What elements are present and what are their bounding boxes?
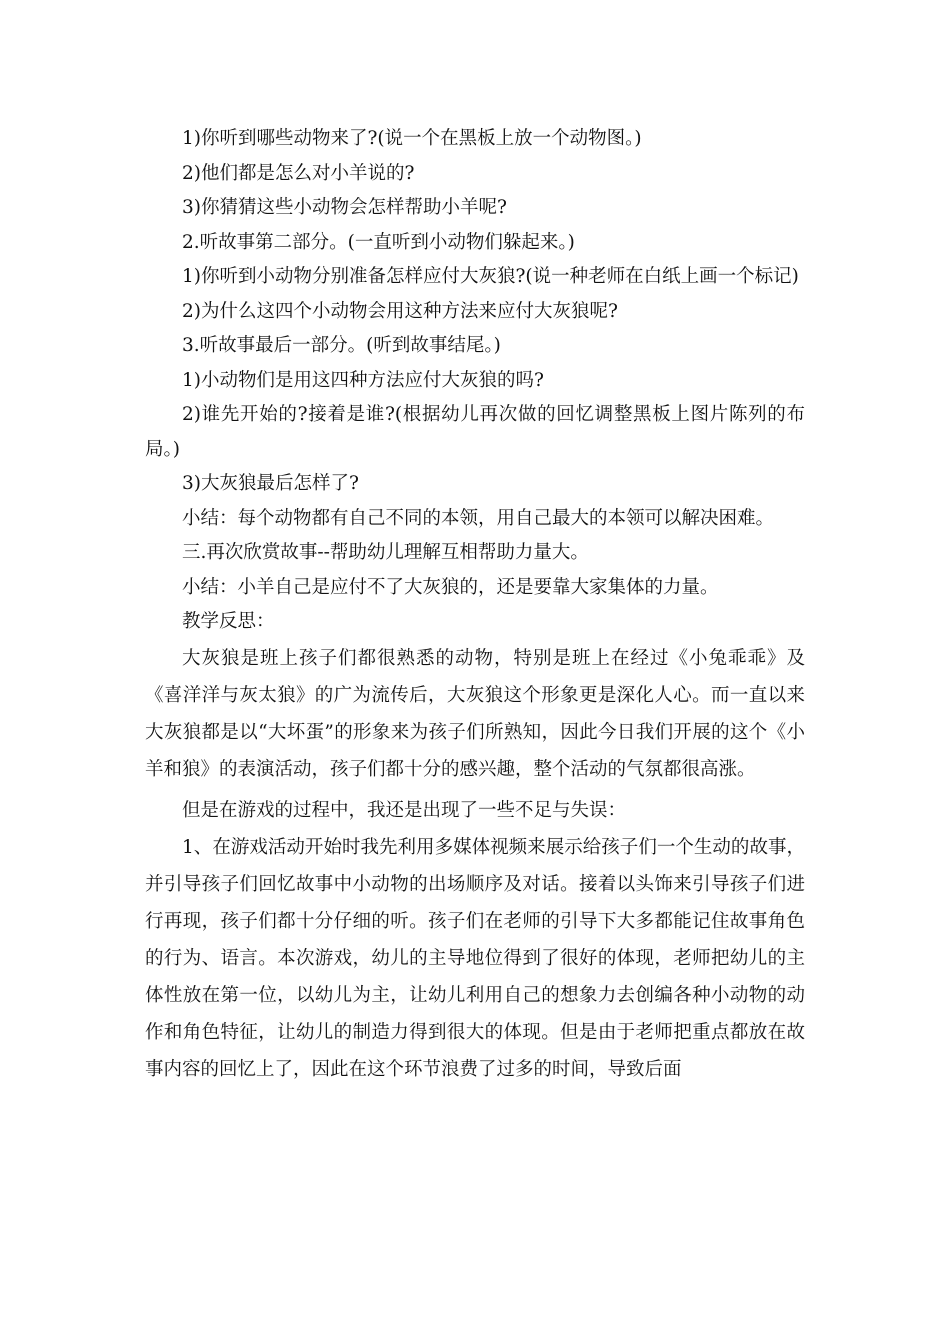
paragraph-part-3-heading: 三.再次欣赏故事--帮助幼儿理解互相帮助力量大。 [182,542,589,563]
paragraph-reflection-body: 大灰狼是班上孩子们都很熟悉的动物，特别是班上在经过《小兔乖乖》及《喜洋洋与灰太狼》的广为流传后，大灰狼这个形象更是深化人心。而一直以来大灰狼都是以“大坏蛋”的形象来为孩子们所熟知，因此今日我们开展的这个《小羊和狼》的表演活动，孩子们都十分的感兴趣，整个活动的气氛都很高涨。 [145,647,805,780]
paragraph-s2-q2: 2)为什么这四个小动物会用这种方法来应付大灰狼呢? [182,300,618,322]
paragraph-summary-1: 小结：每个动物都有自己不同的本领，用自己最大的本领可以解决困难。 [182,507,775,529]
paragraph-q2: 2)他们都是怎么对小羊说的? [182,162,415,184]
paragraph-s2-q1: 1)你听到小动物分别准备怎样应付大灰狼?(说一种老师在白纸上画一个标记) [182,266,799,287]
paragraph-section-3: 3.听故事最后一部分。(听到故事结尾。) [182,335,501,356]
paragraph-s3-q2: 2)谁先开始的?接着是谁?(根据幼儿再次做的回忆调整黑板上图片陈列的布局。) [145,404,805,460]
paragraph-shortcomings-intro: 但是在游戏的过程中，我还是出现了一些不足与失误： [182,799,627,821]
paragraph-s3-q3: 3)大灰狼最后怎样了? [182,473,359,494]
paragraph-section-2: 2.听故事第二部分。(一直听到小动物们躲起来。) [182,231,575,253]
paragraph-s3-q1: 1)小动物们是用这四种方法应付大灰狼的吗? [182,369,544,391]
paragraph-q3: 3)你猜猜这些小动物会怎样帮助小羊呢? [182,197,507,218]
document-body [145,122,805,1088]
paragraph-reflection-heading: 教学反思： [182,611,275,632]
paragraph-shortcoming-1: 1、在游戏活动开始时我先利用多媒体视频来展示给孩子们一个生动的故事，并引导孩子们回忆故事中小动物的出场顺序及对话。接着以头饰来引导孩子们进行再现，孩子们都十分仔细的听。孩子们在老师的引导下大多都能记住故事角色的行为、语言。本次游戏，幼儿的主导地位得到了很好的体现，老师把幼儿的主体性放在第一位，以幼儿为主，让幼儿利用自己的想象力去创编各种小动物的动作和角色特征，让幼儿的制造力得到很大的体现。但是由于老师把重点都放在故事内容的回忆上了，因此在这个环节浪费了过多的时间，导致后面 [145,836,805,1080]
paragraph-summary-2: 小结：小羊自己是应付不了大灰狼的，还是要靠大家集体的力量。 [182,576,719,598]
paragraph-q1: 1)你听到哪些动物来了?(说一个在黑板上放一个动物图。) [182,128,642,149]
